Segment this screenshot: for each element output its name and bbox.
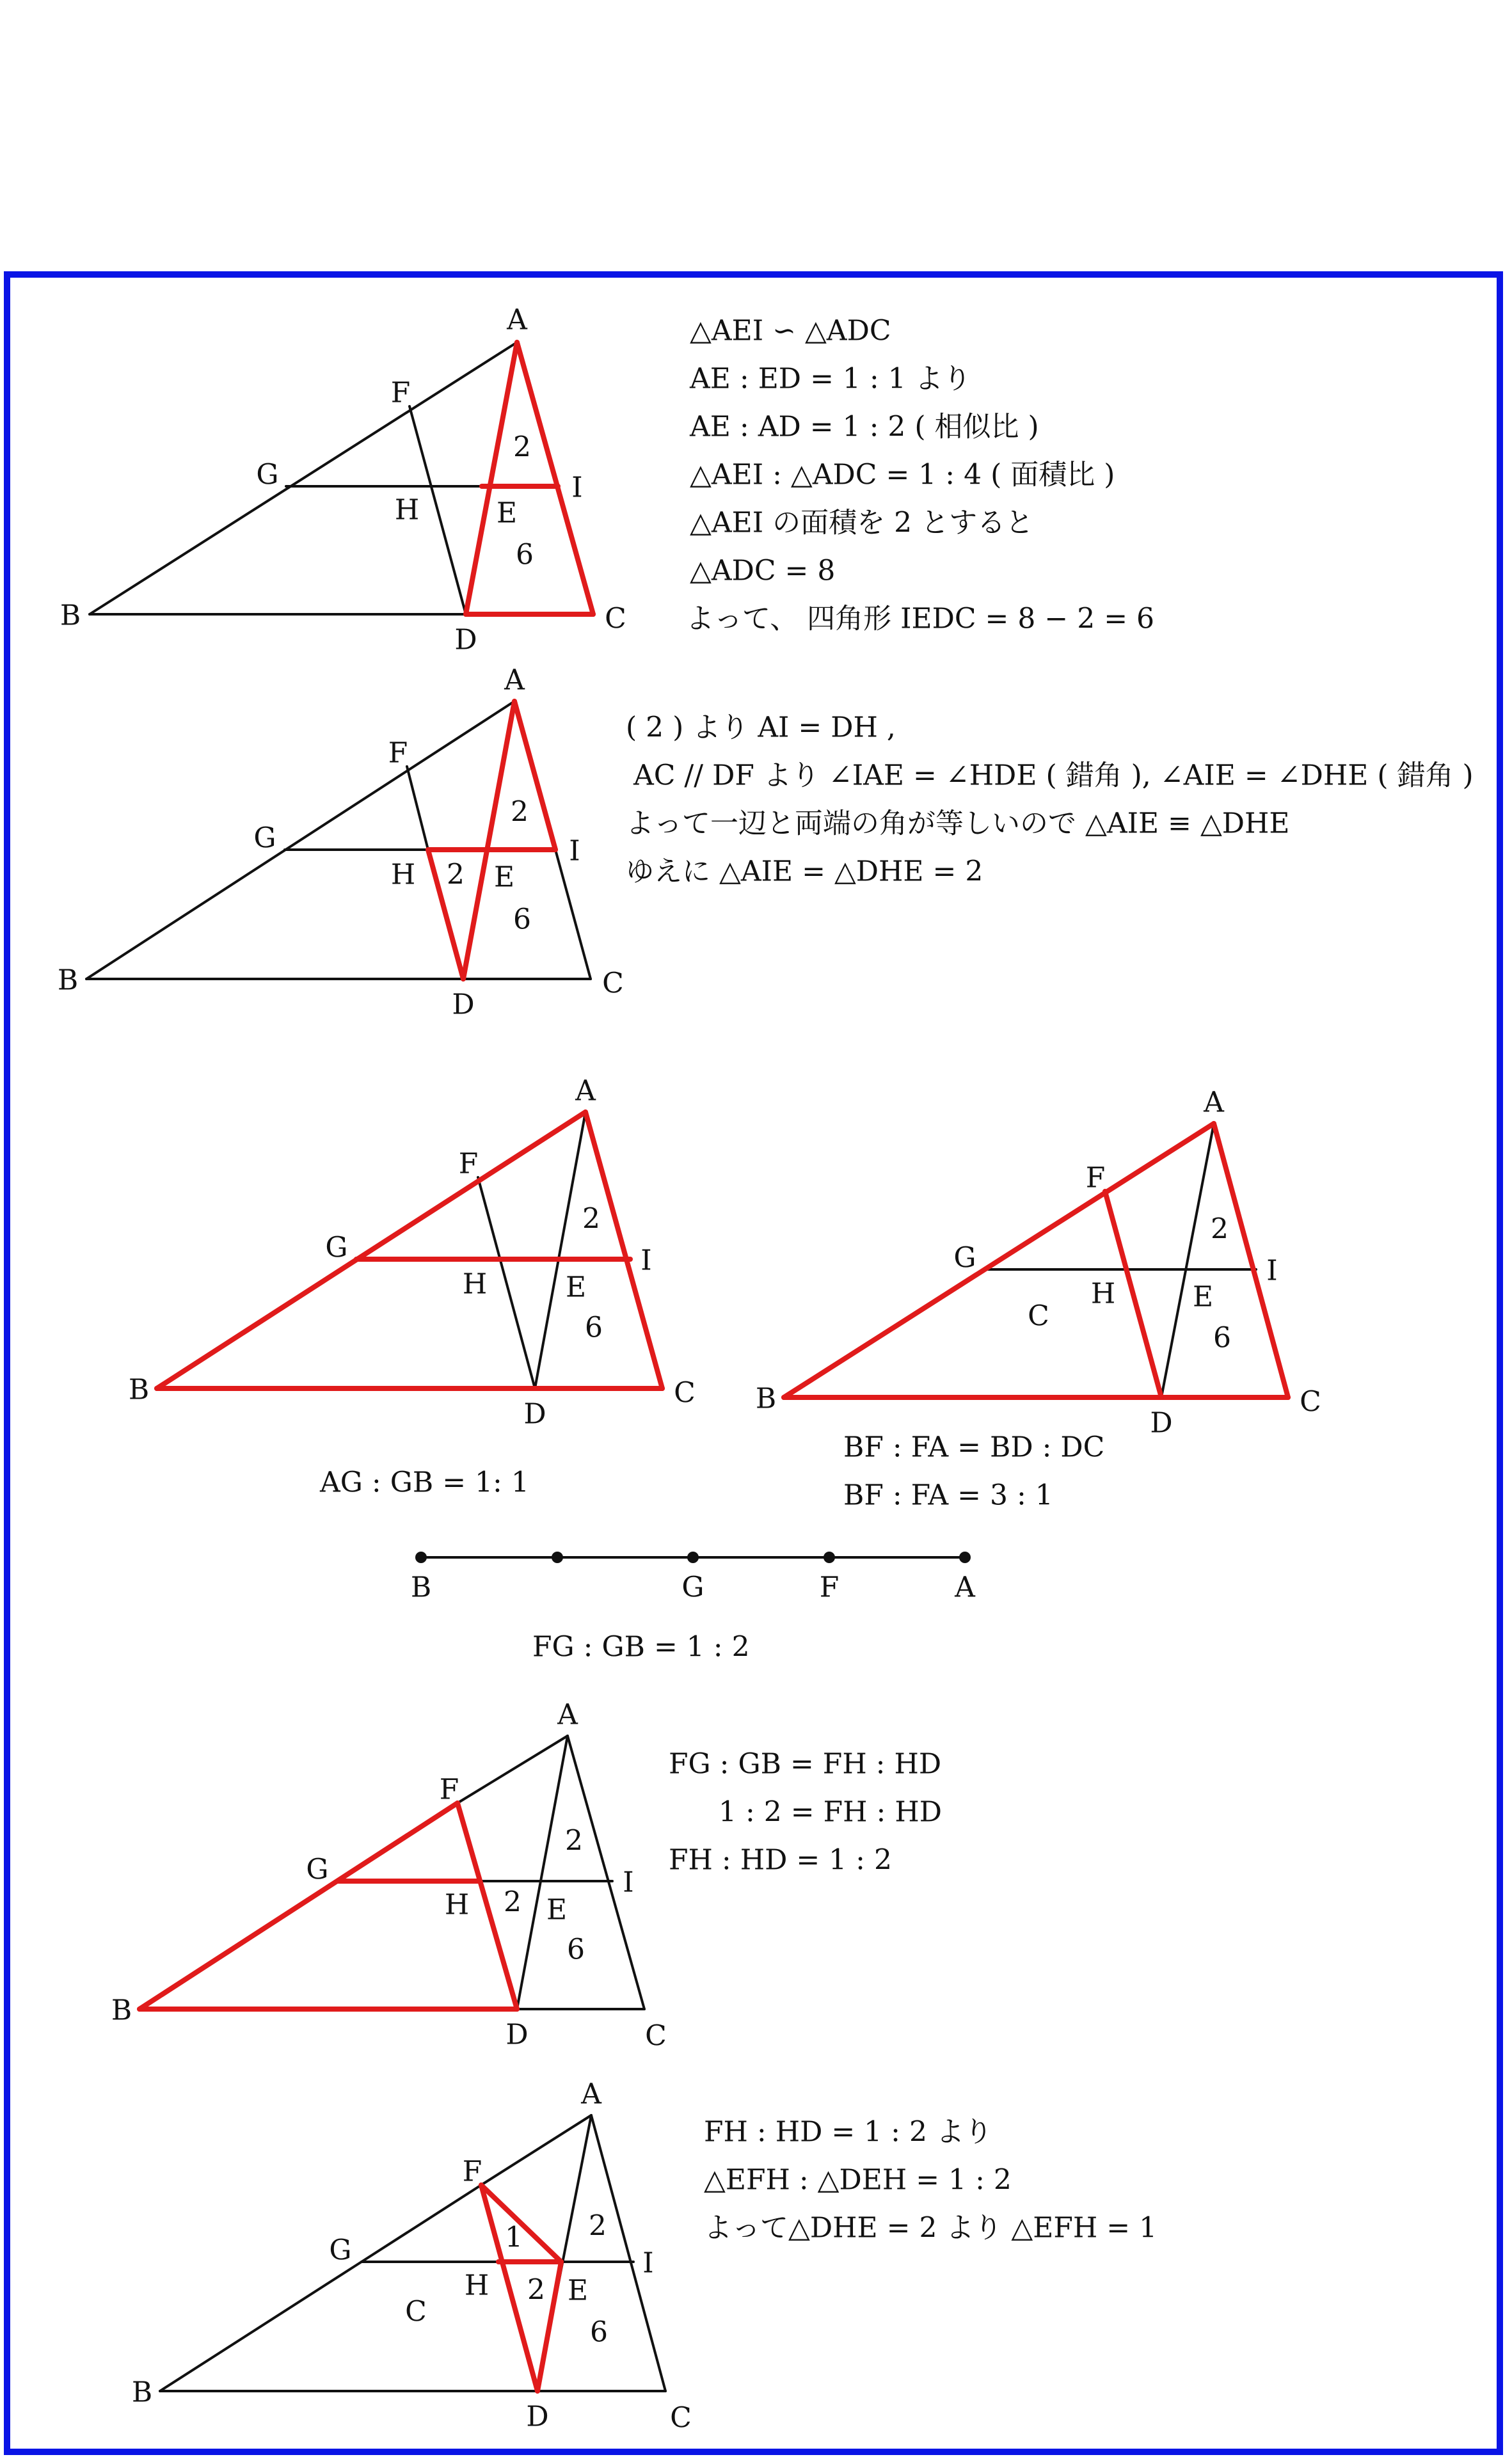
point-label: B	[60, 599, 81, 632]
explanation-line: AE : AD = 1 : 2 ( 相似比 )	[690, 410, 1039, 443]
explanation-line: よって一辺と両端の角が等しいので △AIE ≡ △DHE	[626, 807, 1290, 840]
point-label: 2	[565, 1824, 583, 1857]
black-segment-FH	[407, 767, 428, 850]
explanation-line: △EFH : △DEH = 1 : 2	[704, 2163, 1012, 2197]
black-segment-AF	[481, 2115, 591, 2185]
explanation-line: ゆえに △AIE = △DHE = 2	[626, 855, 983, 888]
segment-dot	[415, 1552, 427, 1563]
explanation-texts	[319, 315, 1474, 2245]
point-label: A	[507, 303, 527, 337]
point-label: C	[674, 1376, 696, 1410]
explanation-line: FG : GB = 1 : 2	[532, 1630, 750, 1664]
segment-point-label: F	[819, 1571, 840, 1604]
point-label: 6	[590, 2316, 608, 2349]
point-label: B	[128, 1373, 150, 1406]
explanation-line: ( 2 ) より AI = DH ,	[626, 711, 896, 744]
figure-6	[132, 2078, 692, 2435]
point-label: G	[256, 458, 279, 491]
point-label: C	[605, 602, 626, 635]
point-label: D	[526, 2400, 549, 2433]
point-label: C	[670, 2401, 692, 2435]
point-label: F	[1085, 1161, 1106, 1195]
segment-dot	[824, 1552, 835, 1563]
black-segment-AB	[90, 342, 517, 614]
point-label: E	[496, 497, 518, 530]
point-label: G	[329, 2234, 352, 2267]
black-segment-AD	[1161, 1124, 1214, 1397]
point-label: I	[642, 2246, 654, 2280]
point-label: 6	[1213, 1321, 1231, 1355]
point-label: 6	[567, 1933, 585, 1966]
point-label: F	[462, 2155, 482, 2188]
point-label: A	[557, 1698, 578, 1731]
explanation-line: AE : ED = 1 : 1 より	[690, 362, 971, 395]
point-label: G	[253, 822, 276, 855]
point-label: 6	[516, 538, 534, 571]
point-label: I	[571, 471, 583, 504]
red-segment-FB	[139, 1803, 458, 2009]
point-label: 2	[513, 431, 531, 464]
point-label: C	[645, 2019, 667, 2053]
explanation-line: 1 : 2 = FH : HD	[719, 1795, 942, 1829]
figure-1	[60, 304, 626, 656]
explanation-line: AG : GB = 1: 1	[320, 1466, 529, 1499]
red-segment-AD	[466, 342, 517, 614]
point-label: H	[464, 2269, 489, 2302]
black-segment-AC	[591, 2115, 665, 2391]
point-label: B	[131, 2376, 153, 2409]
point-label: A	[575, 1074, 596, 1108]
point-label: C	[1300, 1385, 1321, 1419]
point-label: F	[439, 1773, 459, 1806]
black-segment-AD	[517, 1736, 568, 2009]
point-label: G	[306, 1853, 329, 1886]
point-label: C	[405, 2295, 427, 2328]
point-label: D	[454, 623, 477, 656]
black-segment-GB	[160, 2262, 362, 2391]
figure-2	[58, 664, 624, 1021]
point-label: 2	[582, 1202, 600, 1236]
explanation-line: FH : HD = 1 : 2 より	[704, 2115, 992, 2149]
point-label: B	[111, 1994, 132, 2027]
point-label: 2	[589, 2209, 607, 2243]
point-label: E	[567, 2274, 589, 2307]
segment-point-label: G	[681, 1571, 704, 1604]
explanation-line: △AEI の面積を 2 とすると	[690, 506, 1034, 539]
point-label: 6	[585, 1311, 603, 1344]
segment-dot	[552, 1552, 563, 1563]
point-label: 1	[505, 2221, 523, 2254]
segment-dot	[959, 1552, 971, 1563]
point-label: 2	[1211, 1212, 1229, 1246]
point-label: F	[388, 736, 408, 770]
point-label: I	[1266, 1254, 1278, 1287]
point-label: C	[602, 967, 624, 1000]
explanation-line: FG : GB = FH : HD	[669, 1747, 942, 1781]
black-segment-AD	[535, 1112, 585, 1388]
point-label: H	[390, 858, 416, 891]
point-label: 2	[447, 858, 465, 891]
black-segment-IC	[555, 850, 591, 979]
point-label: D	[523, 1397, 546, 1431]
explanation-line: FH : HD = 1 : 2	[669, 1843, 892, 1877]
explanation-line: よって、 四角形 IEDC = 8 − 2 = 6	[686, 602, 1155, 635]
point-label: A	[1204, 1086, 1224, 1119]
segment-dot	[687, 1552, 699, 1563]
point-label: 6	[513, 903, 531, 936]
point-label: D	[452, 988, 475, 1021]
point-label: A	[581, 2078, 601, 2111]
point-label: F	[390, 376, 411, 409]
explanation-line: よって△DHE = 2 より △EFH = 1	[704, 2211, 1158, 2245]
explanation-line: △ADC = 8	[690, 554, 836, 587]
black-segment-AF	[458, 1736, 568, 1803]
black-segment-FG	[362, 2185, 481, 2262]
point-label: F	[458, 1147, 479, 1180]
explanation-line: △AEI : △ADC = 1 : 4 ( 面積比 )	[690, 458, 1115, 491]
point-label: B	[755, 1382, 777, 1415]
point-label: G	[953, 1241, 976, 1275]
point-label: I	[623, 1866, 634, 1899]
figure-5	[111, 1699, 667, 2053]
point-label: B	[57, 964, 79, 997]
point-label: E	[565, 1271, 587, 1304]
explanation-line: AC // DF より ∠IAE = ∠HDE ( 錯角 ), ∠AIE = ∠DHE ( 錯角 )	[633, 759, 1474, 792]
point-label: H	[444, 1888, 470, 1921]
point-label: E	[546, 1893, 568, 1927]
point-label: E	[1192, 1280, 1214, 1314]
segment-point-label: B	[410, 1571, 432, 1604]
point-label: E	[493, 861, 515, 894]
point-label: G	[325, 1231, 348, 1264]
red-segment-AD	[463, 701, 514, 979]
red-segment-AB	[157, 1112, 585, 1388]
point-label: 2	[527, 2273, 545, 2307]
explanation-line: △AEI ∽ △ADC	[690, 314, 891, 347]
figure-4	[756, 1086, 1321, 1440]
point-label: H	[1090, 1277, 1116, 1310]
segment-diagram	[411, 1552, 976, 1604]
point-label: H	[462, 1268, 488, 1301]
point-label: D	[1150, 1406, 1173, 1440]
explanation-line: BF : FA = 3 : 1	[843, 1479, 1053, 1512]
segment-point-label: A	[955, 1571, 975, 1604]
figure-3	[129, 1075, 696, 1431]
point-label: I	[569, 834, 580, 868]
point-label: D	[505, 2018, 529, 2051]
point-label: C	[1028, 1300, 1049, 1333]
explanation-line: BF : FA = BD : DC	[843, 1431, 1105, 1464]
point-label: H	[394, 493, 420, 527]
point-label: I	[641, 1244, 652, 1277]
point-label: 2	[504, 1886, 521, 1919]
point-label: 2	[511, 795, 529, 829]
point-label: A	[504, 664, 525, 697]
